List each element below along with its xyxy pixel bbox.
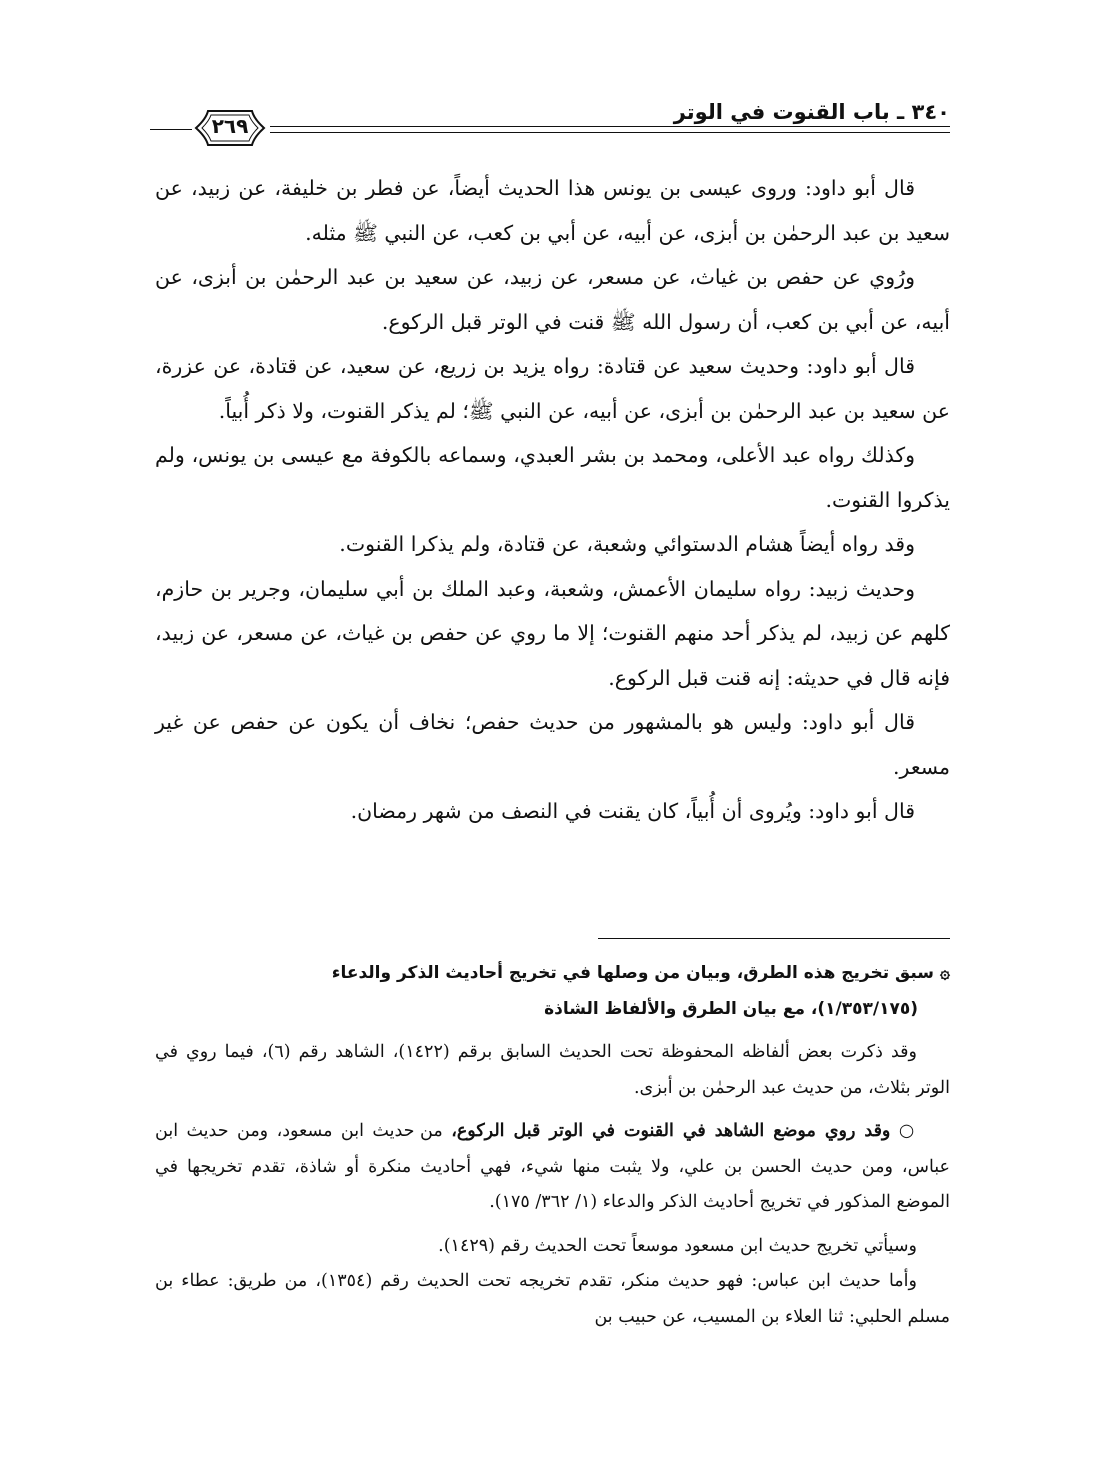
chapter-title: ٣٤٠ ـ باب القنوت في الوتر bbox=[673, 100, 950, 124]
footnote-separator bbox=[598, 938, 950, 939]
footnote-paragraph bbox=[155, 1114, 950, 1221]
paragraph: قال أبو داود: ويُروى أن أُبياً، كان يقنت في النصف من شهر رمضان. bbox=[350, 799, 915, 823]
header-rule-bottom bbox=[270, 132, 950, 133]
footnote-paragraph: وقد ذكرت بعض ألفاظه المحفوظة تحت الحديث السابق برقم (١٤٢٢)، الشاهد رقم (٦)، فيما روي في الوتر بثلاث، من حديث عبد الرحمٰن بن أبزى. bbox=[155, 1042, 950, 1098]
header-rule-top bbox=[270, 126, 950, 127]
page-number: ٢٦٩ bbox=[211, 114, 249, 138]
paragraph: وحديث زبيد: رواه سليمان الأعمش، وشعبة، وعبد الملك بن أبي سليمان، وجرير بن حازم، كلهم عن زبيد، لم يذكر أحد منهم القنوت؛ إلا ما روي عن حفص بن غياث، عن مسعر، عن زبيد، فإنه قال في حديثه: إنه قنت قبل الركوع. bbox=[155, 576, 950, 690]
paragraph: وكذلك رواه عبد الأعلى، ومحمد بن بشر العبدي، وسماعه بالكوفة مع عيسى بن يونس، ولم يذكروا القنوت. bbox=[155, 443, 950, 512]
header-dash bbox=[150, 129, 192, 130]
paragraph: قال أبو داود: وليس هو بالمشهور من حديث حفص؛ نخاف أن يكون عن حفص عن غير مسعر. bbox=[155, 710, 950, 779]
circle-bullet-icon: ○ bbox=[898, 1121, 917, 1141]
paragraph: قال أبو داود: وحديث سعيد عن قتادة: رواه يزيد بن زريع، عن سعيد، عن قتادة، عن عزرة، عن سعيد بن عبد الرحمٰن بن أبزى، عن أبيه، عن النبي ﷺ؛ لم يذكر القنوت، ولا ذكر أُبياً. bbox=[155, 354, 950, 423]
paragraph: قال أبو داود: وروى عيسى بن يونس هذا الحديث أيضاً، عن فطر بن خليفة، عن زبيد، عن سعيد بن عبد الرحمٰن بن أبزى، عن أبيه، عن أبي بن كعب، عن النبي ﷺ مثله. bbox=[155, 176, 950, 245]
main-text bbox=[155, 166, 950, 834]
paragraph: ورُوي عن حفص بن غياث، عن مسعر، عن زبيد، عن سعيد بن عبد الرحمٰن بن أبزى، عن أبيه، عن أبي بن كعب، أن رسول الله ﷺ قنت في الوتر قبل الركوع. bbox=[155, 265, 950, 334]
footnotes bbox=[155, 956, 950, 1335]
running-header bbox=[150, 96, 950, 146]
footnote-lead bbox=[155, 956, 950, 1027]
footnote-paragraph: وأما حديث ابن عباس: فهو حديث منكر، تقدم تخريجه تحت الحديث رقم (١٣٥٤)، من طريق: عطاء بن مسلم الحلبي: ثنا العلاء بن المسيب، عن حبيب بن bbox=[155, 1271, 950, 1327]
footnote-lead-line2: (١/٣٥٣/١٧٥)، مع بيان الطرق والألفاظ الشاذة bbox=[544, 998, 918, 1019]
footnote-marker-icon: ۞ bbox=[940, 963, 950, 983]
page-number-badge bbox=[194, 108, 266, 148]
footnote-bold-text: وقد روي موضع الشاهد في القنوت في الوتر قبل الركوع، bbox=[451, 1121, 891, 1141]
footnote-lead-line1: سبق تخريج هذه الطرق، وبيان من وصلها في تخريج أحاديث الذكر والدعاء bbox=[331, 963, 935, 983]
paragraph: وقد رواه أيضاً هشام الدستوائي وشعبة، عن قتادة، ولم يذكرا القنوت. bbox=[339, 532, 915, 556]
footnote-paragraph: وسيأتي تخريج حديث ابن مسعود موسعاً تحت الحديث رقم (١٤٢٩). bbox=[438, 1235, 917, 1256]
footnote-text: من حديث ابن مسعود، ومن حديث ابن عباس، ومن حديث الحسن بن علي، ولا يثبت منها شيء، فهي أحاديث منكرة أو شاذة، تقدم تخريجها في الموضع المذكور في تخريج أحاديث الذكر والدعاء (١/ ٣٦٢/ ١٧٥). bbox=[155, 1121, 950, 1212]
